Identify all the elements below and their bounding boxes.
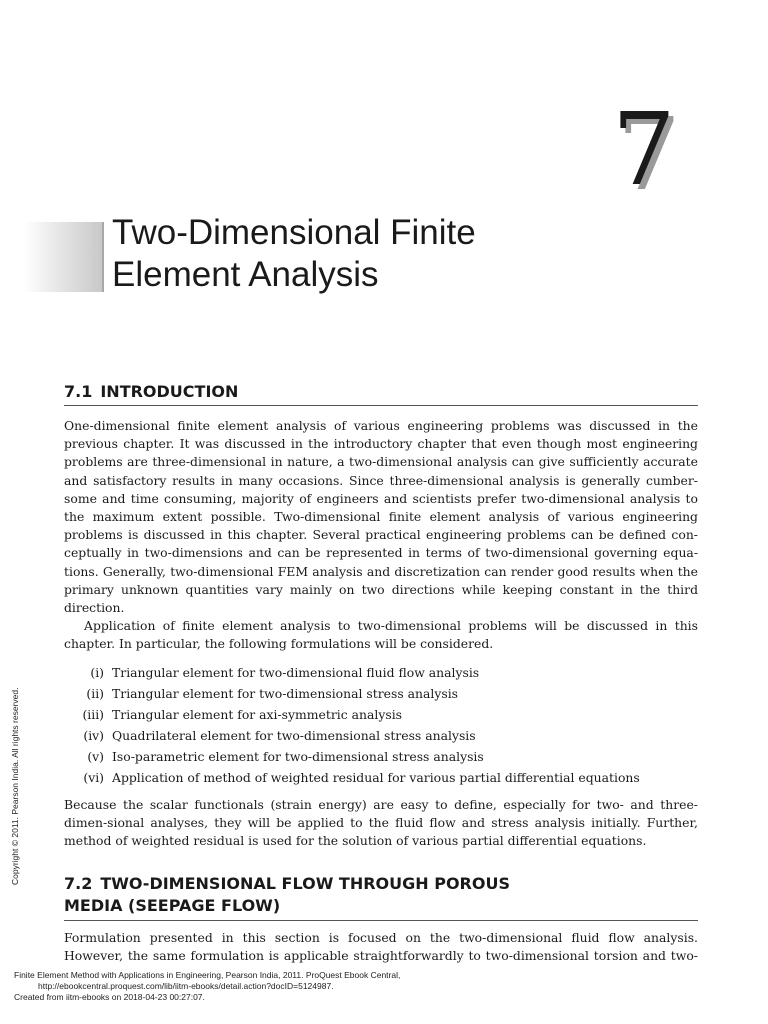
chapter-number: 7	[612, 91, 676, 208]
section-title: INTRODUCTION	[100, 382, 239, 401]
list-text: Quadrilateral element for two-dimensional stress analysis	[112, 728, 476, 743]
section-heading-7-2	[64, 873, 698, 917]
source-footer	[14, 970, 400, 1003]
copyright-sidebar: Copyright © 2011. Pearson India. All rights reserved.	[10, 687, 20, 885]
section-rule	[64, 405, 698, 406]
section-number: 7.1	[64, 382, 93, 401]
list-item	[64, 725, 698, 746]
section-title-line1: TWO-DIMENSIONAL FLOW THROUGH POROUS	[100, 874, 510, 893]
section-heading-7-1	[64, 381, 698, 403]
section-number: 7.2	[64, 874, 93, 893]
list-marker: (vi)	[83, 770, 104, 785]
list-text: Iso-parametric element for two-dimensional stress analysis	[112, 749, 484, 764]
list-item	[64, 767, 698, 788]
list-text: Triangular element for two-dimensional fluid flow analysis	[112, 665, 480, 680]
list-text: Application of method of weighted residual for various partial differential equations	[112, 770, 640, 785]
chapter-tab-decoration	[24, 222, 104, 292]
list-item	[64, 746, 698, 767]
list-text: Triangular element for two-dimensional stress analysis	[112, 686, 459, 701]
footer-line: Finite Element Method with Applications in Engineering, Pearson India, 2011. ProQuest Ebook Central,	[14, 970, 401, 980]
list-text: Triangular element for axi-symmetric analysis	[112, 707, 403, 722]
formulation-list	[64, 662, 698, 788]
list-marker: (ii)	[86, 686, 104, 701]
intro-paragraph-3: Because the scalar functionals (strain energy) are easy to define, especially for two- and three-dimen-sional analyses, they will be applied to the fluid flow and stress analysis initially. Further, method of weighted residual is used for the solution of various partial differential equations.	[64, 797, 698, 849]
chapter-title-line1: Two-Dimensional Finite	[112, 213, 476, 252]
intro-paragraph-2: Application of finite element analysis to two-dimensional problems will be discussed in this chapter. In particular, the following formulations will be considered.	[64, 618, 698, 652]
chapter-title	[112, 212, 672, 296]
list-marker: (iii)	[82, 707, 104, 722]
footer-link[interactable]: http://ebookcentral.proquest.com/lib/iitm-ebooks/detail.action?docID=5124987.	[38, 981, 334, 991]
list-marker: (iv)	[83, 728, 104, 743]
list-marker: (i)	[90, 665, 104, 680]
list-item	[64, 683, 698, 704]
chapter-title-line2: Element Analysis	[112, 255, 379, 294]
seepage-paragraph-1: Formulation presented in this section is focused on the two-dimensional fluid flow analysis. However, the same formulation is applicable straightforwardly to two-dimensional torsion and two-	[64, 930, 698, 964]
list-item	[64, 662, 698, 683]
section-title-line2: MEDIA (SEEPAGE FLOW)	[64, 896, 281, 915]
list-item	[64, 704, 698, 725]
intro-paragraph-1: One-dimensional finite element analysis of various engineering problems was discussed in the previous chapter. It was discussed in the introductory chapter that even though most engineering problems are three-dimensional in nature, a two-dimensional analysis can give sufficiently accurate and satisfactory results in many occasions. Since three-dimensional analysis is generally cumber-some and time consuming, majority of engineers and scientists prefer two-dimensional analysis to the maximum extent possible. Two-dimensional finite element analysis of various engineering problems is discussed in this chapter. Several practical engineering problems can be defined con-ceptually in two-dimensions and can be represented in terms of two-dimensional governing equa-tions. Generally, two-dimensional FEM analysis and discretization can render good results when the primary unknown quantities vary mainly on two directions while keeping constant in the third direction.	[64, 418, 698, 616]
list-marker: (v)	[87, 749, 104, 764]
footer-line: Created from iitm-ebooks on 2018-04-23 00:27:07.	[14, 992, 205, 1002]
section-rule	[64, 920, 698, 921]
